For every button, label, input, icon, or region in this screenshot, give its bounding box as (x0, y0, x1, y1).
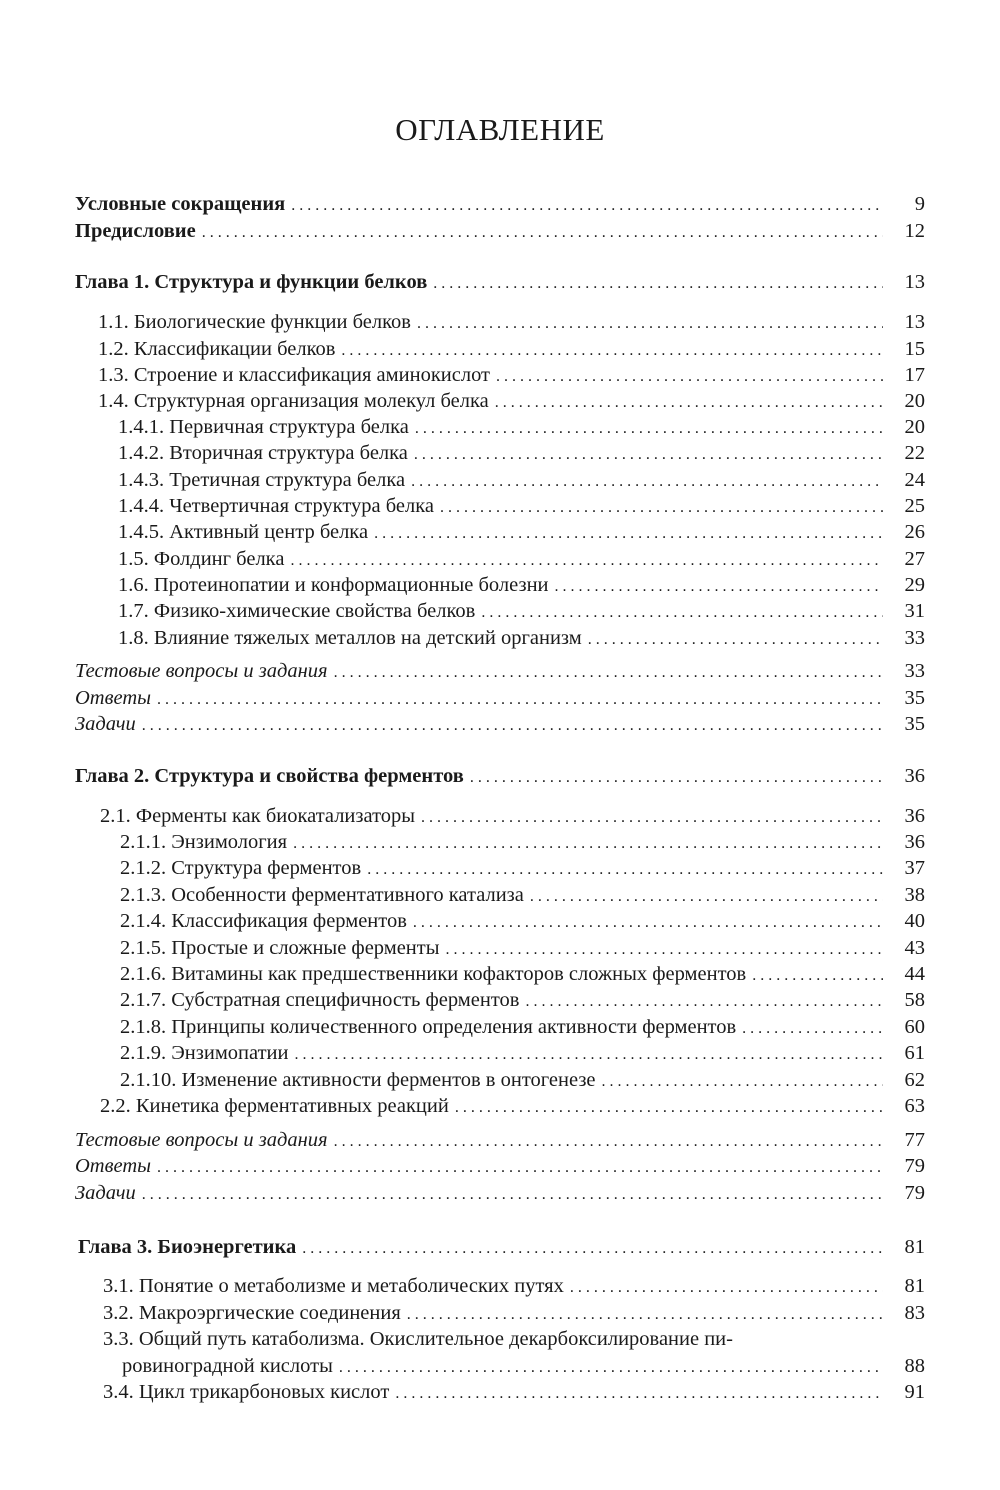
toc-entry (75, 1127, 925, 1153)
toc-entry (98, 336, 925, 362)
toc-entry (100, 1093, 925, 1119)
toc-entry-title: Ответы (75, 1155, 152, 1177)
toc-entry (118, 414, 925, 440)
toc-entry (75, 763, 925, 789)
toc-entry (118, 467, 925, 493)
toc-entry-page: 81 (904, 1236, 925, 1258)
toc-entry-page: 33 (904, 660, 925, 682)
toc-entry-title: Глава 1. Структура и функции белков (75, 271, 428, 293)
toc-entry (120, 1040, 925, 1066)
toc-entry (78, 1234, 925, 1260)
dot-leader (495, 390, 883, 416)
toc-entry (120, 935, 925, 961)
dot-leader (374, 521, 883, 547)
dot-leader (481, 600, 883, 626)
toc-entry-page: 83 (904, 1302, 925, 1324)
toc-entry (118, 598, 925, 624)
toc-entry (120, 987, 925, 1013)
toc-entry-title: 1.1. Биологические функции белков (98, 311, 411, 333)
toc-entry-page: 15 (904, 338, 925, 360)
toc-entry-page: 33 (904, 627, 925, 649)
toc-entry (120, 829, 925, 855)
toc-entry (118, 440, 925, 466)
toc-entry (75, 685, 925, 711)
toc-entry-title: Глава 2. Структура и свойства ферментов (75, 765, 464, 787)
dot-leader (421, 805, 883, 831)
dot-leader (525, 989, 883, 1015)
toc-entry-title: 2.1.5. Простые и сложные ферменты (120, 937, 440, 959)
toc-entry-page: 44 (904, 963, 925, 985)
toc-entry-title: 1.4.3. Третичная структура белка (118, 469, 406, 491)
toc-entry-page: 35 (904, 713, 925, 735)
toc-entry-title: 3.1. Понятие о метаболизме и метаболических путях (103, 1275, 564, 1297)
toc-entry-title: 3.3. Общий путь катаболизма. Окислительное декарбоксилирование пи- (103, 1328, 733, 1350)
dot-leader (530, 884, 883, 910)
toc-entry (103, 1379, 925, 1405)
toc-entry-title: 1.4. Структурная организация молекул белка (98, 390, 489, 412)
toc-entry (75, 658, 925, 684)
toc-entry-title: 1.6. Протеинопатии и конформационные болезни (118, 574, 549, 596)
toc-entry (118, 572, 925, 598)
dot-leader (496, 364, 883, 390)
toc-entry-page: 79 (904, 1182, 925, 1204)
dot-leader (407, 1302, 883, 1328)
toc-entry-title: 3.2. Макроэргические соединения (103, 1302, 401, 1324)
toc-entry-title: Предисловие (75, 220, 196, 242)
dot-leader (157, 1155, 883, 1181)
toc-entry (120, 961, 925, 987)
dot-leader (334, 1129, 883, 1155)
dot-leader (602, 1069, 883, 1095)
toc-entry-title: 2.1.10. Изменение активности ферментов в онтогенезе (120, 1069, 596, 1091)
dot-leader (290, 548, 883, 574)
toc-entry-title: 1.4.4. Четвертичная структура белка (118, 495, 435, 517)
toc-entry (120, 882, 925, 908)
toc-entry-title: Задачи (75, 1182, 136, 1204)
dot-leader (302, 1236, 883, 1262)
toc-entry-title: 2.2. Кинетика ферментативных реакций (100, 1095, 449, 1117)
dot-leader (417, 311, 883, 337)
toc-entry-page: 35 (904, 687, 925, 709)
toc-entry-title: ровиноградной кислоты (122, 1355, 333, 1377)
toc-entry-page: 31 (904, 600, 925, 622)
toc-entry-page: 13 (904, 271, 925, 293)
dot-leader (752, 963, 883, 989)
toc-entry-page: 36 (904, 831, 925, 853)
toc-entry-page: 20 (904, 416, 925, 438)
toc-entry-page: 62 (904, 1069, 925, 1091)
toc-entry (75, 191, 925, 217)
dot-leader (414, 442, 883, 468)
dot-leader (142, 713, 883, 739)
toc-entry-page: 63 (904, 1095, 925, 1117)
dot-leader (294, 1042, 883, 1068)
toc-entry (118, 625, 925, 651)
dot-leader (293, 831, 883, 857)
toc-entry-title: 2.1.8. Принципы количественного определения активности ферментов (120, 1016, 737, 1038)
dot-leader (411, 469, 883, 495)
dot-leader (555, 574, 883, 600)
dot-leader (202, 220, 883, 246)
dot-leader (157, 687, 883, 713)
toc-entry (98, 362, 925, 388)
toc-entry-title: Глава 3. Биоэнергетика (78, 1236, 297, 1258)
toc-entry-title: Ответы (75, 687, 152, 709)
toc-entry-page: 9 (914, 193, 925, 215)
toc-entry-page: 26 (904, 521, 925, 543)
dot-leader (433, 271, 883, 297)
toc-entry-title: 2.1. Ферменты как биокатализаторы (100, 805, 416, 827)
dot-leader (395, 1381, 883, 1407)
toc-entry (120, 855, 925, 881)
toc-entry-page: 13 (904, 311, 925, 333)
toc-entry (75, 1180, 925, 1206)
dot-leader (291, 193, 883, 219)
dot-leader (334, 660, 883, 686)
toc-entry (103, 1273, 925, 1299)
toc-entry-title: 2.1.4. Классификация ферментов (120, 910, 407, 932)
toc-entry-page: 29 (904, 574, 925, 596)
toc-entry-title: 1.4.2. Вторичная структура белка (118, 442, 408, 464)
dot-leader (413, 910, 883, 936)
toc-entry-title: 1.4.5. Активный центр белка (118, 521, 369, 543)
toc-entry (103, 1326, 925, 1352)
toc-entry-title: Задачи (75, 713, 136, 735)
toc-entry (120, 1014, 925, 1040)
toc-entry-page: 38 (904, 884, 925, 906)
toc-entry (100, 803, 925, 829)
toc-entry-title: 2.1.6. Витамины как предшественники кофакторов сложных ферментов (120, 963, 747, 985)
dot-leader (470, 765, 883, 791)
toc-entry-page: 24 (904, 469, 925, 491)
toc-entry-page: 20 (904, 390, 925, 412)
toc-entry-page: 40 (904, 910, 925, 932)
toc-entry (118, 493, 925, 519)
toc-entry-page: 61 (904, 1042, 925, 1064)
toc-entry-page: 81 (904, 1275, 925, 1297)
dot-leader (570, 1275, 883, 1301)
toc-entry-title: 3.4. Цикл трикарбоновых кислот (103, 1381, 390, 1403)
toc-entry-page: 88 (904, 1355, 925, 1377)
dot-leader (742, 1016, 883, 1042)
toc-entry-title: 2.1.1. Энзимология (120, 831, 288, 853)
toc-entry (122, 1353, 925, 1379)
toc-entry (75, 269, 925, 295)
toc-entry-title: 1.8. Влияние тяжелых металлов на детский организм (118, 627, 582, 649)
toc-entry-page: 36 (904, 765, 925, 787)
toc-entry (103, 1300, 925, 1326)
dot-leader (142, 1182, 883, 1208)
toc-entry-title: 2.1.2. Структура ферментов (120, 857, 362, 879)
toc-entry-page: 17 (904, 364, 925, 386)
dot-leader (440, 495, 883, 521)
dot-leader (446, 937, 883, 963)
toc-entry-title: Тестовые вопросы и задания (75, 1129, 328, 1151)
toc-entry (75, 711, 925, 737)
toc-entry-page: 22 (904, 442, 925, 464)
toc-entry-title: 2.1.7. Субстратная специфичность ферментов (120, 989, 520, 1011)
toc-entry-page: 58 (904, 989, 925, 1011)
dot-leader (339, 1355, 883, 1381)
dot-leader (455, 1095, 883, 1121)
dot-leader (415, 416, 883, 442)
toc-entry-title: 1.7. Физико-химические свойства белков (118, 600, 476, 622)
toc-entry-page: 12 (904, 220, 925, 242)
toc-entry (118, 519, 925, 545)
toc-entry (75, 1153, 925, 1179)
toc-entry (75, 218, 925, 244)
toc-entry-page: 77 (904, 1129, 925, 1151)
toc-entry-title: 1.3. Строение и классификация аминокислот (98, 364, 491, 386)
toc-entry-page: 60 (904, 1016, 925, 1038)
toc-entry-page: 43 (904, 937, 925, 959)
toc-entry-title: 1.2. Классификации белков (98, 338, 336, 360)
toc-entry-title: 1.4.1. Первичная структура белка (118, 416, 409, 438)
toc-entry-title: 2.1.9. Энзимопатии (120, 1042, 289, 1064)
page-title: ОГЛАВЛЕНИЕ (395, 112, 605, 147)
toc-entry-title: 1.5. Фолдинг белка (118, 548, 285, 570)
toc-entry (118, 546, 925, 572)
toc-entry-page: 79 (904, 1155, 925, 1177)
toc-entry-title: Условные сокращения (75, 193, 286, 215)
toc-entry-page: 27 (904, 548, 925, 570)
toc-entry (98, 388, 925, 414)
toc-entry-page: 25 (904, 495, 925, 517)
dot-leader (341, 338, 883, 364)
toc-entry (120, 908, 925, 934)
dot-leader (588, 627, 883, 653)
toc-entry-title: Тестовые вопросы и задания (75, 660, 328, 682)
toc-entry (120, 1067, 925, 1093)
toc-entry (98, 309, 925, 335)
toc-entry-page: 36 (904, 805, 925, 827)
toc-entry-page: 91 (904, 1381, 925, 1403)
toc-entry-title: 2.1.3. Особенности ферментативного катализа (120, 884, 524, 906)
dot-leader (367, 857, 883, 883)
toc-entry-page: 37 (904, 857, 925, 879)
